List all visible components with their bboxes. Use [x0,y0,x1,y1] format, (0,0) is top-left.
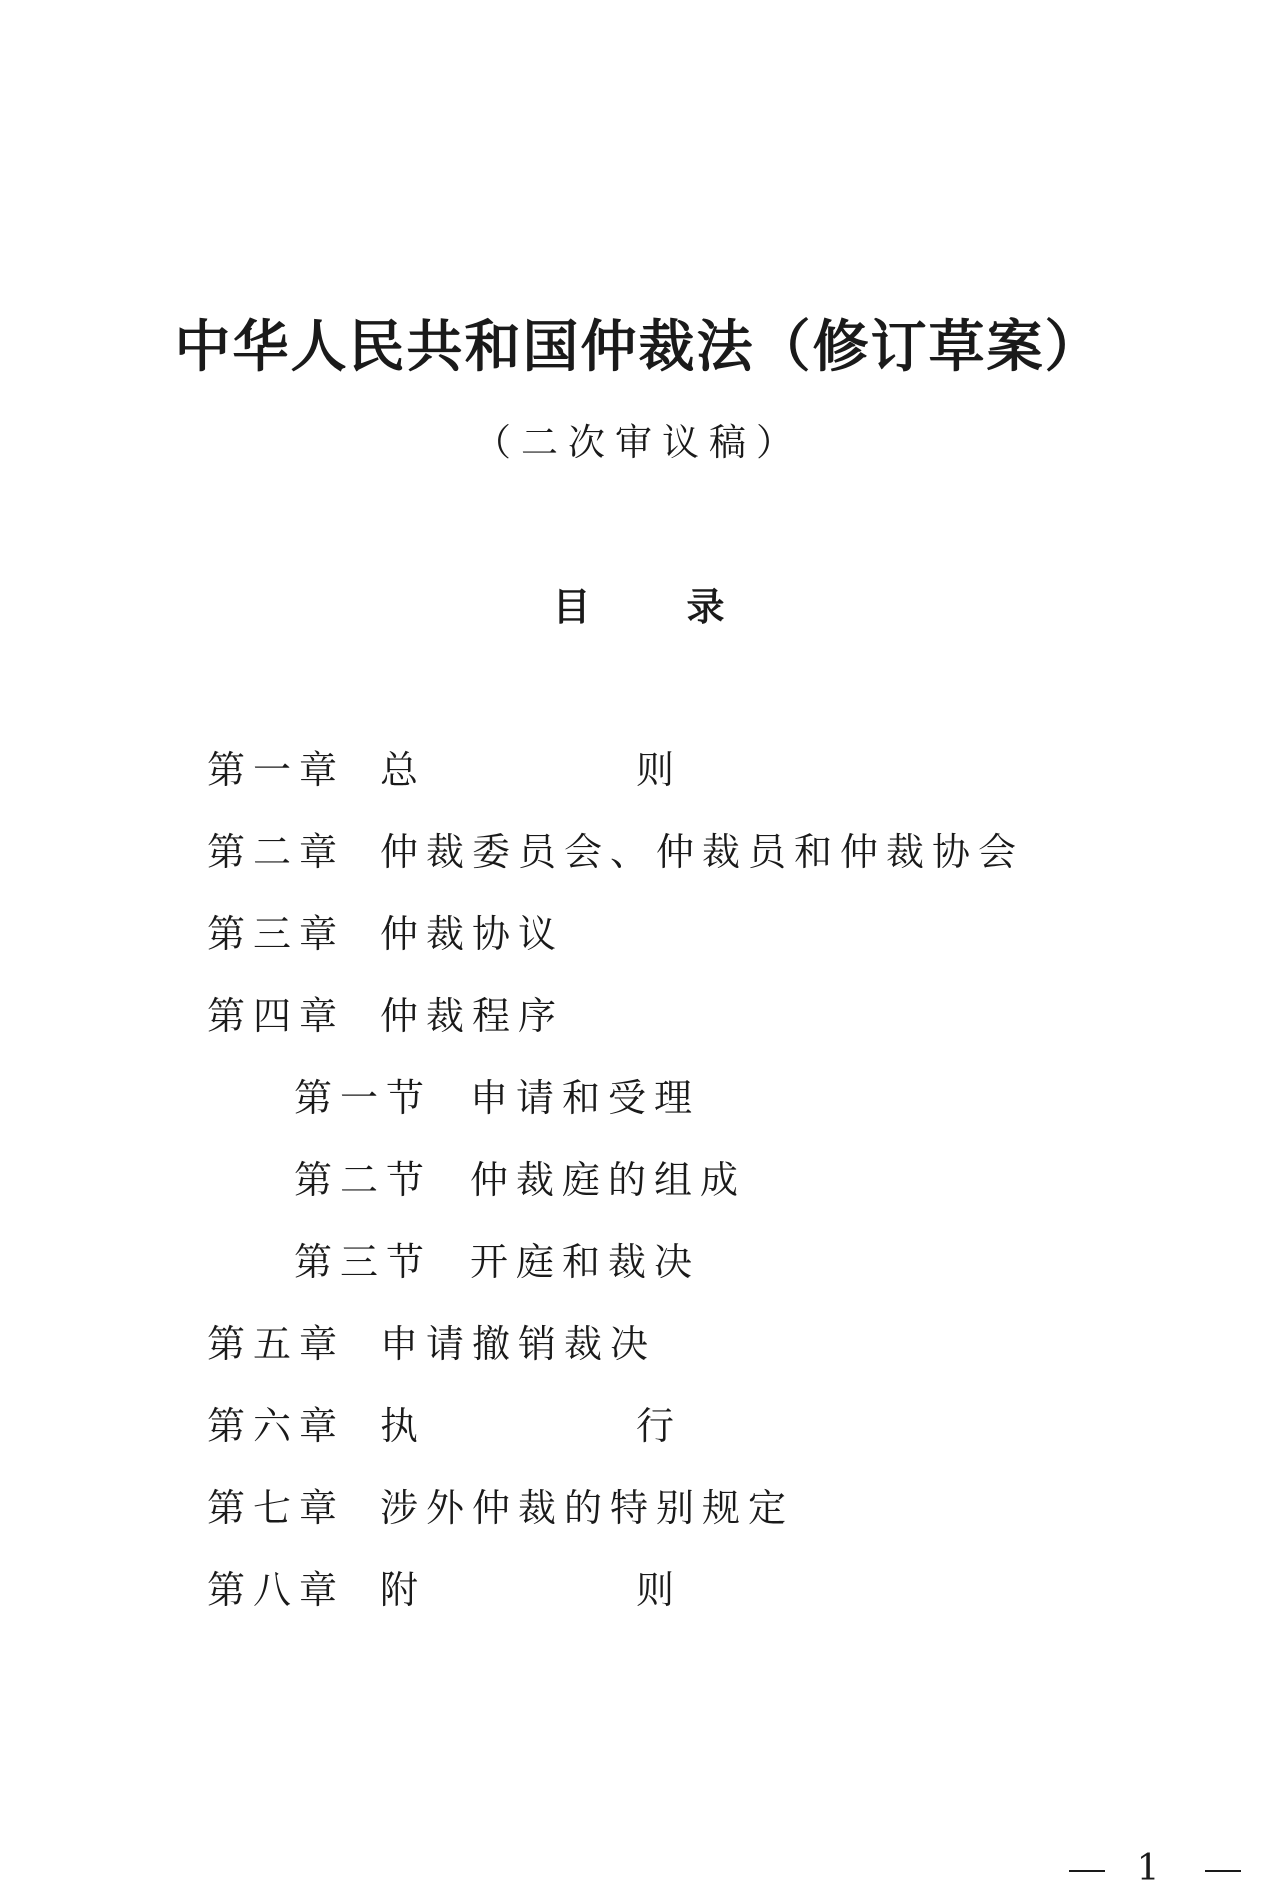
page-number-value: 1 [1136,1848,1174,1889]
toc-item-number: 第七章 [207,1486,346,1530]
toc-item-title: 仲裁程序 [380,994,565,1038]
toc-heading-left: 目 [552,585,591,629]
table-of-contents [0,740,1277,1642]
page-number [1063,1849,1247,1889]
toc-item-number: 第六章 [207,1404,346,1448]
toc-item-title: 仲裁委员会、仲裁员和仲裁协会 [380,830,1025,874]
toc-item-number: 第四章 [207,994,346,1038]
toc-item [0,1150,1277,1232]
toc-item [0,1314,1277,1396]
toc-item [0,1560,1277,1642]
toc-item-title: 仲裁庭的组成 [470,1158,747,1202]
toc-item-title: 申请撤销裁决 [380,1322,657,1366]
toc-item-number: 第二章 [207,830,346,874]
toc-item-title: 申请和受理 [470,1076,701,1120]
toc-item [0,904,1277,986]
toc-item [0,1396,1277,1478]
toc-item-title: 附 则 [380,1568,765,1612]
toc-item-number: 第二节 [294,1158,433,1202]
toc-item [0,986,1277,1068]
toc-item-title: 开庭和裁决 [470,1240,701,1284]
toc-item-number: 第一章 [207,748,346,792]
toc-item-title: 仲裁协议 [380,912,565,956]
toc-item-number: 第八章 [207,1568,346,1612]
toc-item-number: 第三节 [294,1240,433,1284]
page-number-dash-right [1205,1870,1241,1872]
toc-item-number: 第五章 [207,1322,346,1366]
toc-item-title: 总 则 [380,748,765,792]
toc-item [0,1478,1277,1560]
toc-heading [0,582,1277,632]
page-number-dash-left [1069,1870,1105,1872]
toc-item [0,1232,1277,1314]
toc-item [0,1068,1277,1150]
toc-item-title: 执 行 [380,1404,765,1448]
document-title: 中华人民共和国仲裁法（修订草案） [174,315,1103,380]
toc-item-title: 涉外仲裁的特别规定 [380,1486,795,1530]
toc-item-number: 第三章 [207,912,346,956]
toc-item [0,740,1277,822]
toc-heading-right: 录 [686,585,725,629]
toc-item-number: 第一节 [294,1076,433,1120]
toc-item [0,822,1277,904]
document-subtitle: （二次审议稿） [474,421,803,464]
